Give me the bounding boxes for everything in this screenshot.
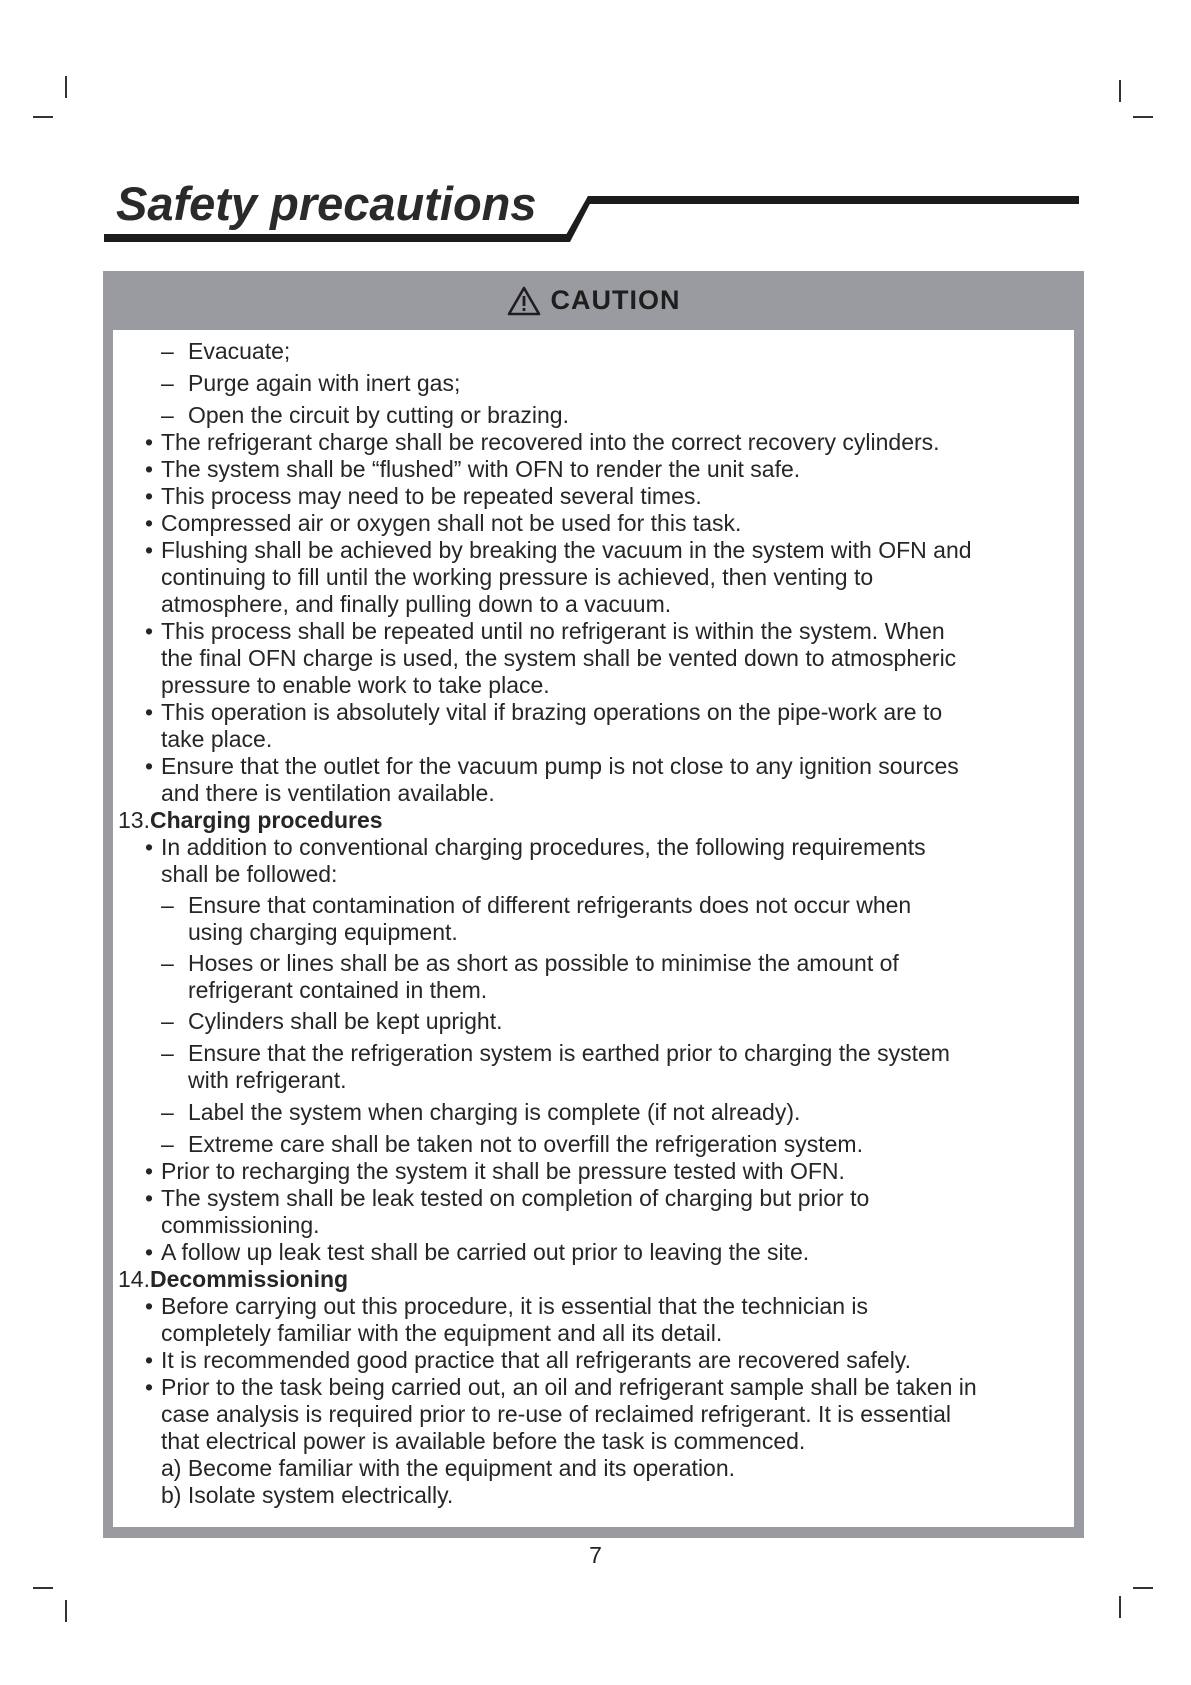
section-header (104, 172, 1079, 244)
list-item-continued: completely familiar with the equipment and all its detail. (161, 1320, 723, 1346)
list-item: • This operation is absolutely vital if brazing operations on the pipe-work are to (161, 699, 942, 726)
list-item: – Cylinders shall be kept upright. (188, 1008, 503, 1035)
crop-mark (33, 116, 53, 118)
list-item: • This process may need to be repeated several times. (161, 483, 702, 510)
list-item: • Ensure that the outlet for the vacuum pump is not close to any ignition sources (161, 753, 959, 780)
section-title: Decommissioning (149, 1266, 349, 1292)
crop-mark (65, 1600, 67, 1622)
list-item: • A follow up leak test shall be carried out prior to leaving the site. (161, 1239, 809, 1266)
list-item: – Evacuate; (188, 338, 290, 365)
list-item: – Extreme care shall be taken not to overfill the refrigeration system. (188, 1131, 863, 1158)
caution-body (113, 330, 1074, 1527)
crop-mark (1133, 1587, 1153, 1589)
list-item-continued: take place. (161, 726, 273, 752)
list-item: – Ensure that the refrigeration system is earthed prior to charging the system (188, 1040, 950, 1067)
list-item-continued: with refrigerant. (188, 1067, 347, 1093)
list-item: • The system shall be leak tested on completion of charging but prior to (161, 1185, 869, 1212)
section-heading (118, 807, 383, 834)
caution-box (103, 271, 1084, 1538)
list-item-continued: case analysis is required prior to re-use of reclaimed refrigerant. It is essential (161, 1401, 952, 1427)
list-item: – Ensure that contamination of different refrigerants does not occur when (188, 892, 911, 919)
warning-triangle-icon (507, 286, 541, 316)
list-item-continued: and there is ventilation available. (161, 780, 495, 806)
list-item: • It is recommended good practice that all refrigerants are recovered safely. (161, 1347, 911, 1374)
crop-mark (1119, 1596, 1121, 1618)
section-heading (118, 1266, 348, 1293)
list-item: • Prior to the task being carried out, an oil and refrigerant sample shall be taken in (161, 1374, 977, 1401)
list-item-continued: commissioning. (161, 1212, 320, 1238)
list-item-continued: refrigerant contained in them. (188, 977, 488, 1003)
crop-mark (1133, 116, 1153, 118)
list-item: • Prior to recharging the system it shall be pressure tested with OFN. (161, 1158, 845, 1185)
list-item: – Hoses or lines shall be as short as possible to minimise the amount of (188, 950, 899, 977)
list-item-continued: shall be followed: (161, 861, 338, 887)
list-item-continued: continuing to fill until the working pressure is achieved, then venting to (161, 564, 874, 590)
list-item: • The refrigerant charge shall be recovered into the correct recovery cylinders. (161, 429, 940, 456)
crop-mark (65, 76, 67, 98)
caution-header (103, 271, 1084, 330)
page-title: Safety precautions (116, 177, 537, 230)
crop-mark (33, 1587, 53, 1589)
step-item: b) Isolate system electrically. (161, 1482, 454, 1508)
section-number: 13. (118, 807, 150, 833)
list-item-continued: pressure to enable work to take place. (161, 672, 550, 698)
list-item: • This process shall be repeated until no refrigerant is within the system. When (161, 618, 945, 645)
section-title: Charging procedures (149, 807, 383, 833)
list-item: • Before carrying out this procedure, it is essential that the technician is (161, 1293, 868, 1320)
step-item: a) Become familiar with the equipment and its operation. (161, 1455, 736, 1481)
section-number: 14. (118, 1266, 150, 1292)
list-item: • In addition to conventional charging procedures, the following requirements (161, 834, 926, 861)
list-item: – Open the circuit by cutting or brazing. (188, 402, 569, 429)
list-item: – Purge again with inert gas; (188, 370, 460, 397)
crop-mark (1119, 80, 1121, 102)
list-item-continued: the final OFN charge is used, the system shall be vented down to atmospheric (161, 645, 957, 671)
list-item-continued: that electrical power is available before the task is commenced. (161, 1428, 806, 1454)
list-item: • Compressed air or oxygen shall not be used for this task. (161, 510, 741, 537)
list-item-continued: using charging equipment. (188, 919, 458, 945)
page-number: 7 (589, 1542, 602, 1568)
list-item: • The system shall be “flushed” with OFN to render the unit safe. (161, 456, 800, 483)
caution-label: CAUTION (550, 285, 681, 315)
list-item-continued: atmosphere, and finally pulling down to a vacuum. (161, 591, 672, 617)
list-item: – Label the system when charging is complete (if not already). (188, 1099, 800, 1126)
list-item: • Flushing shall be achieved by breaking the vacuum in the system with OFN and (161, 537, 972, 564)
